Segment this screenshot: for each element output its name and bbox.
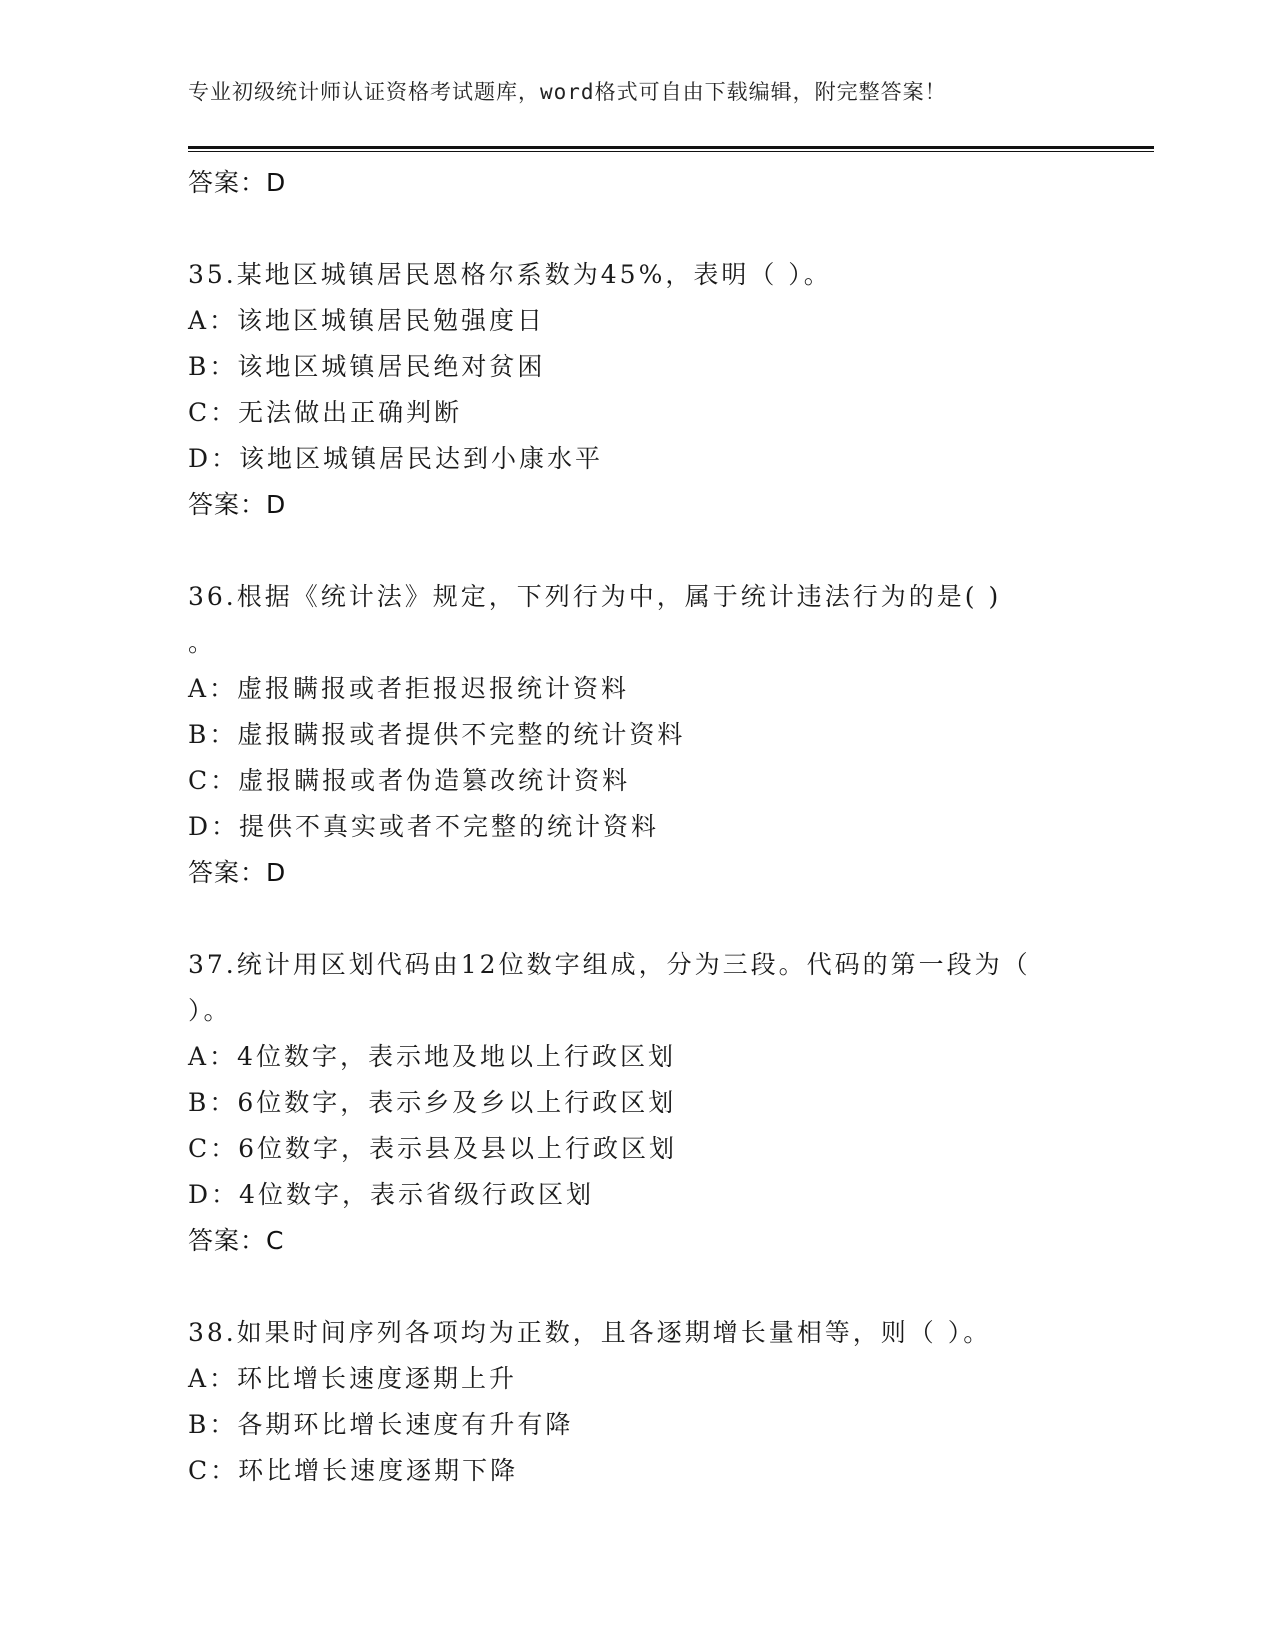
question-stem: 36.根据《统计法》规定，下列行为中，属于统计违法行为的是( ) — [188, 582, 1002, 611]
answer-value: D — [266, 490, 287, 519]
question-stem-continuation: 。 — [188, 628, 217, 657]
option-c: C：6位数字，表示县及县以上行政区划 — [188, 1134, 678, 1163]
option-a: A：虚报瞒报或者拒报迟报统计资料 — [188, 674, 630, 703]
answer-label: 答案： — [188, 858, 267, 887]
option-c: C：环比增长速度逐期下降 — [188, 1456, 519, 1485]
header-rule-thin — [188, 151, 1154, 152]
option-d: D：提供不真实或者不完整的统计资料 — [188, 812, 660, 841]
answer-value: D — [266, 858, 287, 887]
answer-label: 答案： — [188, 490, 267, 519]
option-a: A：环比增长速度逐期上升 — [188, 1364, 518, 1393]
question-stem-continuation: ）。 — [188, 996, 232, 1025]
prev-answer-line — [188, 160, 1088, 206]
question-38 — [188, 1310, 1088, 1494]
answer-label: 答案： — [188, 1226, 267, 1255]
question-stem: 35.某地区城镇居民恩格尔系数为45%，表明（ ）。 — [188, 260, 832, 289]
page-header: 专业初级统计师认证资格考试题库，word格式可自由下载编辑，附完整答案！ — [188, 80, 947, 104]
answer-line — [188, 1218, 1088, 1264]
option-a: A：4位数字，表示地及地以上行政区划 — [188, 1042, 676, 1071]
option-c: C：无法做出正确判断 — [188, 398, 463, 427]
question-stem: 37.统计用区划代码由12位数字组成，分为三段。代码的第一段为（ — [188, 950, 1031, 979]
option-d: D：4位数字，表示省级行政区划 — [188, 1180, 594, 1209]
question-36 — [188, 574, 1088, 896]
header-rule-thick — [188, 146, 1154, 149]
answer-value: C — [266, 1226, 285, 1255]
option-b: B：虚报瞒报或者提供不完整的统计资料 — [188, 720, 686, 749]
option-d: D：该地区城镇居民达到小康水平 — [188, 444, 604, 473]
answer-line — [188, 482, 1088, 528]
question-stem: 38.如果时间序列各项均为正数，且各逐期增长量相等，则（ ）。 — [188, 1318, 992, 1347]
option-b: B：6位数字，表示乡及乡以上行政区划 — [188, 1088, 677, 1117]
answer-line — [188, 850, 1088, 896]
option-c: C：虚报瞒报或者伪造篡改统计资料 — [188, 766, 631, 795]
question-list — [188, 160, 1088, 1494]
answer-value: D — [266, 168, 287, 197]
question-35 — [188, 252, 1088, 528]
option-b: B：该地区城镇居民绝对贫困 — [188, 352, 546, 381]
question-37 — [188, 942, 1088, 1264]
option-a: A：该地区城镇居民勉强度日 — [188, 306, 546, 335]
option-b: B：各期环比增长速度有升有降 — [188, 1410, 574, 1439]
answer-label: 答案： — [188, 168, 267, 197]
